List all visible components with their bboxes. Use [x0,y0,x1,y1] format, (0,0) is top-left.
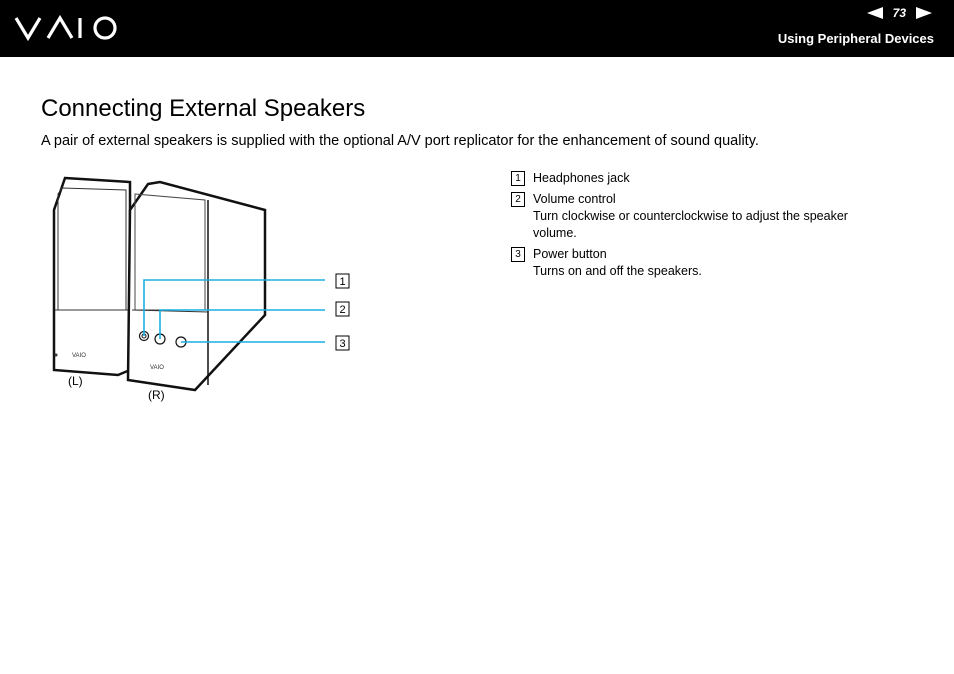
legend-title: Power button [533,247,607,261]
legend-description: Turns on and off the speakers. [533,264,702,278]
legend-number: 2 [511,192,525,207]
legend-title: Headphones jack [533,171,630,185]
vaio-logo [14,14,124,42]
left-speaker [54,178,130,375]
svg-text:3: 3 [339,338,346,350]
legend-title: Volume control [533,192,616,206]
legend-item [511,246,891,280]
right-speaker [128,182,265,390]
svg-text:VAIO: VAIO [150,365,164,371]
right-speaker-label: (R) [148,388,165,402]
speakers-illustration [40,170,370,410]
intro-paragraph: A pair of external speakers is supplied with the optional A/V port replicator for the enhancement of sound quality. [41,133,759,149]
page-number: 73 [892,6,906,20]
legend-description: Turn clockwise or counterclockwise to adjust the speaker volume. [533,209,848,240]
section-title: Using Peripheral Devices [777,31,934,46]
callout-3 [336,336,349,350]
legend-number: 1 [511,171,525,186]
svg-text:1: 1 [339,276,346,288]
next-arrow-icon[interactable] [914,6,934,20]
callout-1 [336,274,349,288]
left-speaker-label: (L) [68,374,83,388]
svg-text:2: 2 [339,304,346,316]
legend-item [511,191,891,242]
callout-2 [336,302,349,316]
prev-arrow-icon[interactable] [865,6,885,20]
legend-number: 3 [511,247,525,262]
page-header [0,0,954,57]
page-navigation [865,6,934,20]
page-title: Connecting External Speakers [41,95,366,122]
legend-item [511,170,891,187]
svg-text:VAIO: VAIO [72,353,86,359]
legend-list [511,170,891,284]
